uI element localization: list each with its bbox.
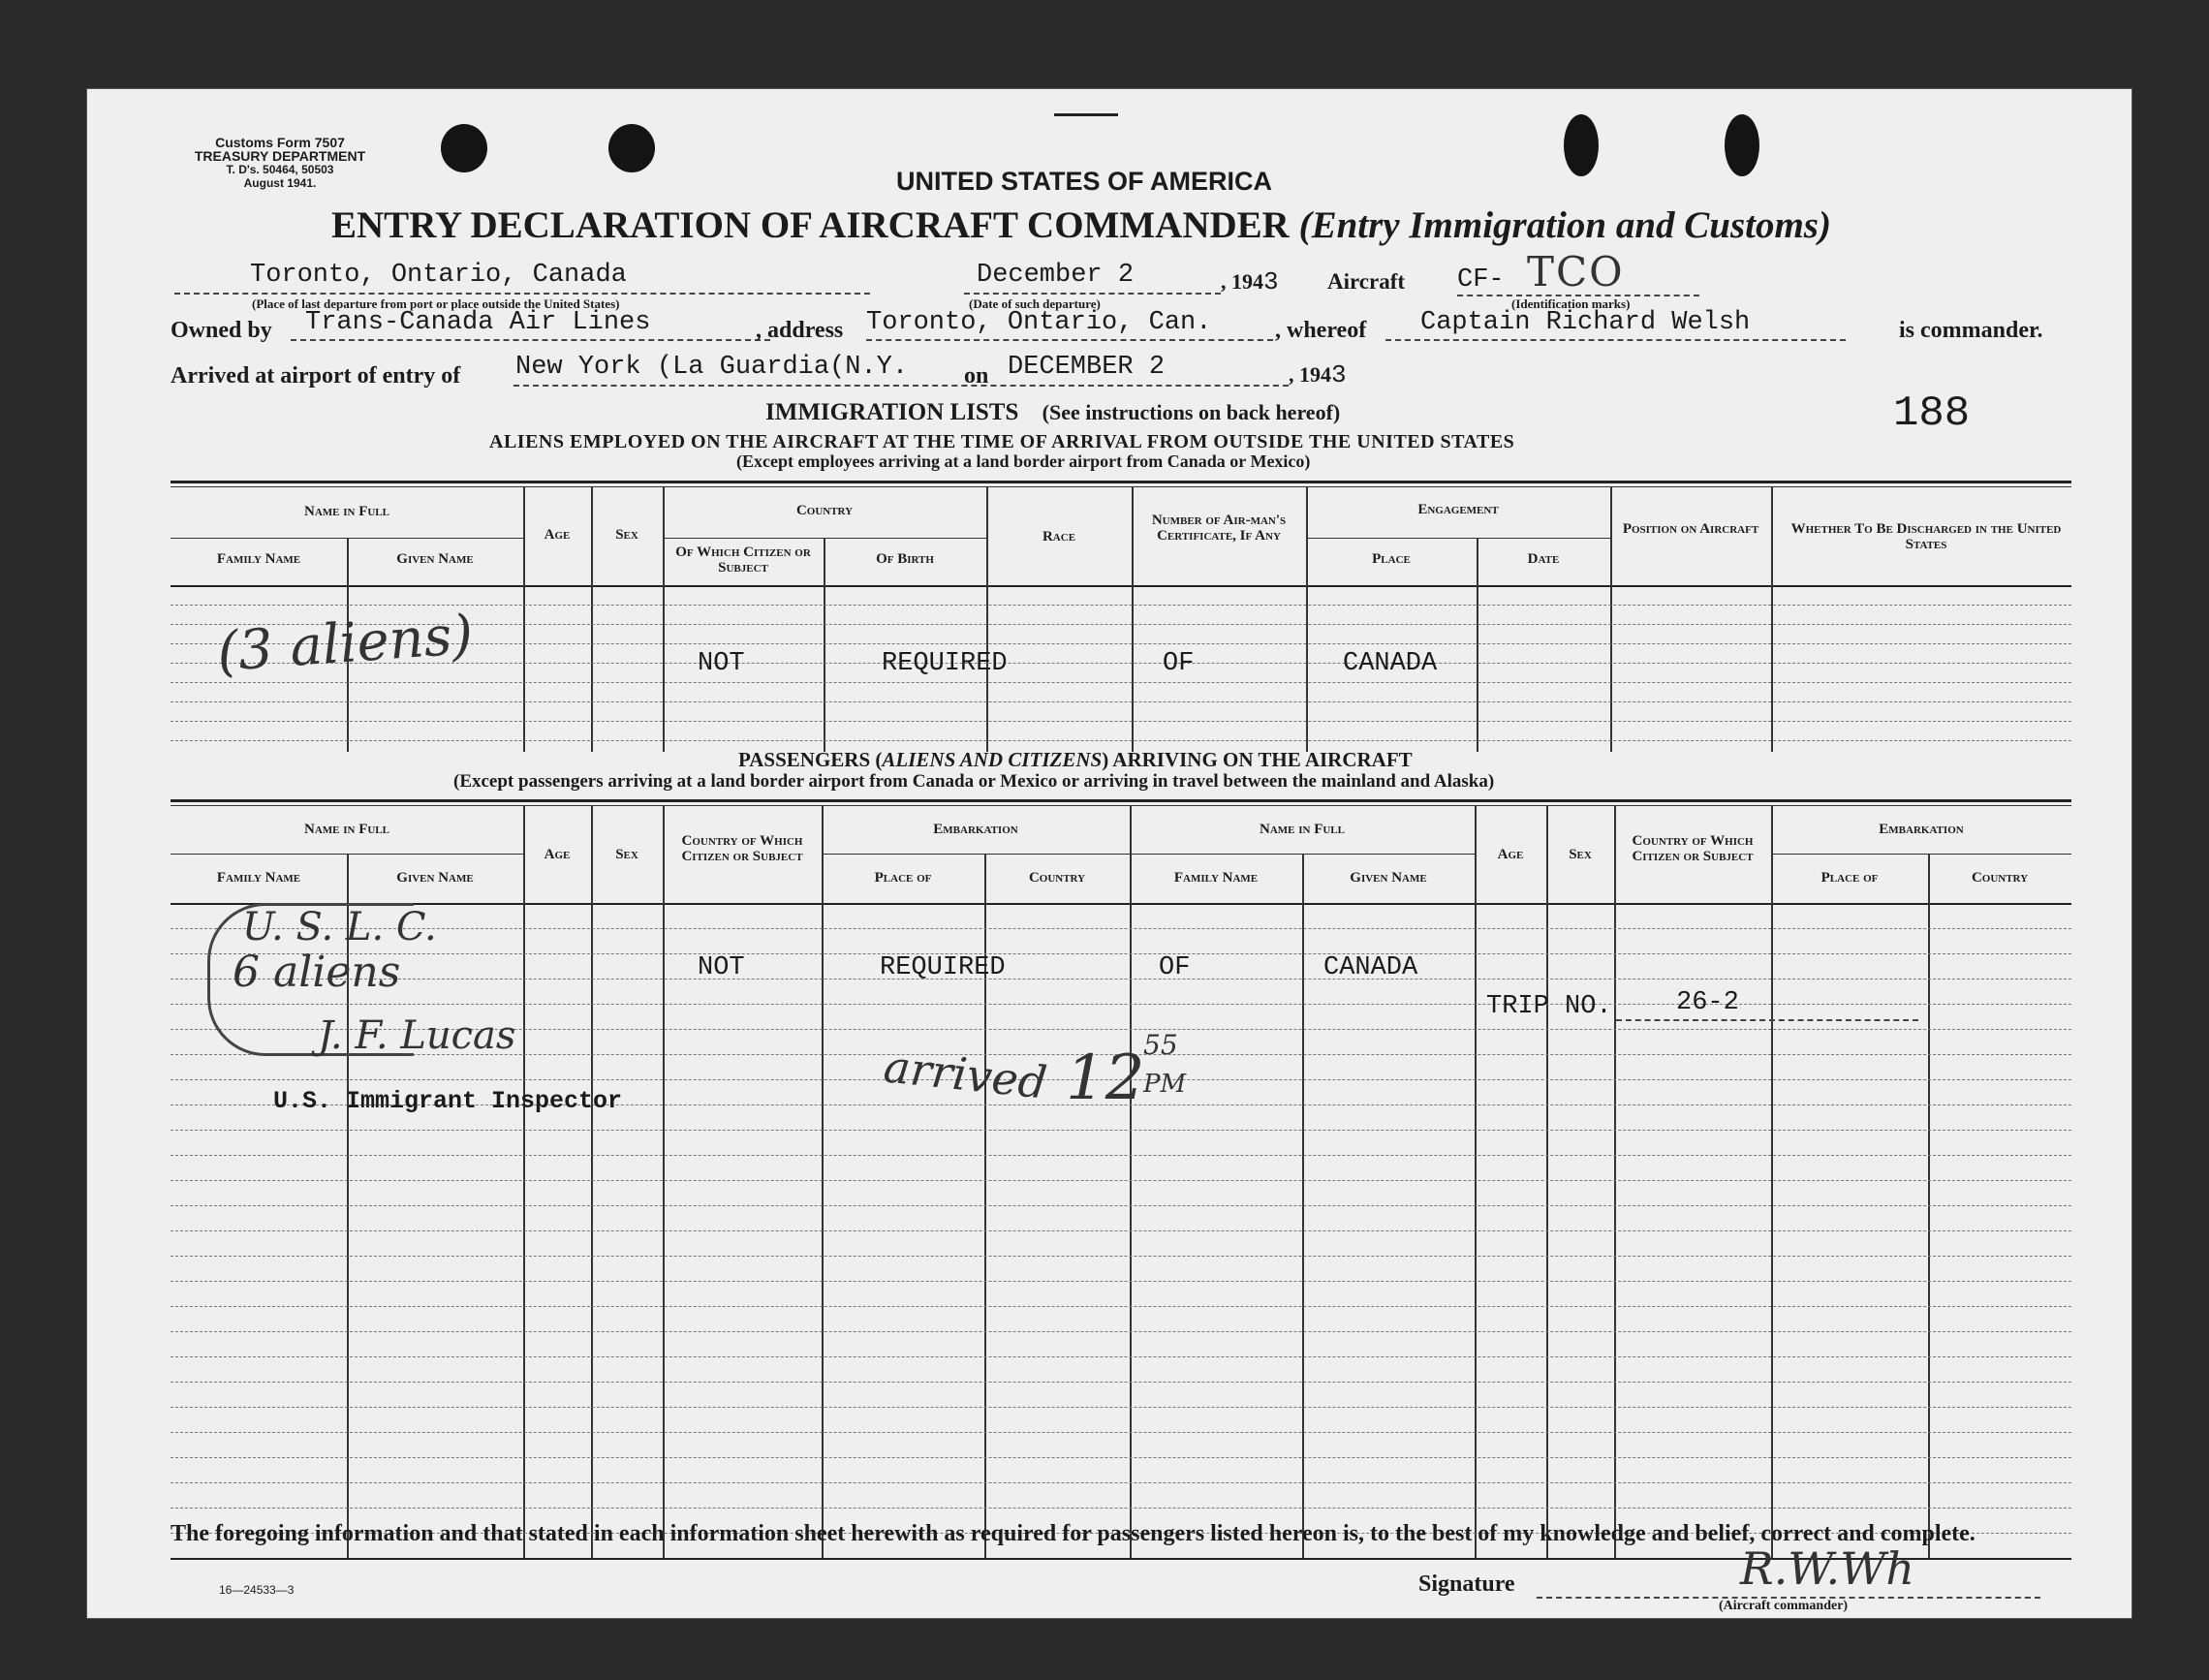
departure-date: December 2	[977, 261, 1135, 290]
passengers-heading-c: ) ARRIVING ON THE AIRCRAFT	[1102, 748, 1413, 771]
immigration-sub2: (Except employees arriving at a land border airport from Canada or Mexico)	[736, 451, 1311, 471]
t1-header-country: Country	[795, 503, 854, 518]
t2-stamp-canada: CANADA	[1323, 953, 1418, 982]
departure-place: Toronto, Ontario, Canada	[250, 261, 627, 290]
t2-handwritten-count: 6 aliens	[233, 948, 401, 997]
t1-header-birth: Of Birth	[876, 551, 934, 567]
page-number: 188	[1893, 389, 1971, 438]
form-id-line: August 1941.	[243, 176, 317, 190]
form-id-line: TREASURY DEPARTMENT	[194, 148, 366, 164]
aircraft-prefix: CF-	[1457, 265, 1505, 295]
commander-signature: R.W.Wh	[1740, 1542, 1915, 1595]
t1-header-family: Family Name	[216, 551, 301, 567]
immigration-heading-text: IMMIGRATION LISTS	[765, 399, 1019, 425]
t1-stamp-of: OF	[1163, 649, 1195, 678]
arrived-time: 12	[1066, 1042, 1145, 1114]
immigration-heading	[765, 399, 1340, 426]
departure-year-digit: 3	[1263, 267, 1279, 296]
t2-header-family: Family Name	[216, 870, 301, 886]
t2-header-place-of: Place of	[874, 870, 932, 886]
passengers-heading-b: ALIENS AND CITIZENS	[882, 748, 1103, 771]
arrival-airport: New York (La Guardia(N.Y.	[515, 353, 909, 382]
t2-header-embarkation-2: Embarkation	[1879, 822, 1964, 837]
t2-header-citizen: Country of Which Citizen or Subject	[681, 833, 803, 864]
passengers-sub: (Except passengers arriving at a land border airport from Canada or Mexico or arriving in travel between the mainland and Alaska)	[453, 771, 1495, 792]
t2-header-sex-2: Sex	[1569, 847, 1592, 862]
trip-label: TRIP NO.	[1486, 992, 1612, 1021]
t2-handwritten-signature: J. F. Lucas	[318, 1013, 516, 1058]
immigration-sub1: ALIENS EMPLOYED ON THE AIRCRAFT AT THE TIME OF ARRIVAL FROM OUTSIDE THE UNITED STATES	[489, 431, 1515, 452]
t2-header-citizen-2: Country of Which Citizen or Subject	[1632, 833, 1754, 864]
arrival-year	[1289, 360, 1347, 389]
t2-header-given: Given Name	[396, 870, 474, 886]
form-title	[331, 203, 1831, 247]
arrival-on-label: on	[964, 363, 989, 389]
t2-header-embarkation: Embarkation	[933, 822, 1018, 837]
immigration-heading-note: (See instructions on back hereof)	[1042, 400, 1341, 424]
t1-stamp-not: NOT	[698, 649, 745, 678]
top-mark	[1054, 113, 1118, 116]
t1-stamp-canada: CANADA	[1343, 649, 1438, 678]
t2-header-sex: Sex	[615, 847, 638, 862]
departure-date-caption: (Date of such departure)	[969, 296, 1101, 311]
title-sub: (Entry Immigration and Customs)	[1298, 204, 1831, 246]
arrived-note: arrived	[881, 1040, 1050, 1109]
t2-header-place-of-2: Place of	[1820, 870, 1879, 886]
t1-header-given: Given Name	[396, 551, 474, 567]
whereof-label: , whereof	[1275, 318, 1367, 343]
t1-header-age: Age	[544, 527, 571, 543]
owned-by-label: Owned by	[171, 318, 272, 343]
punch-hole	[608, 124, 655, 172]
t1-header-sex: Sex	[615, 527, 638, 543]
t1-header-race: Race	[1042, 529, 1076, 544]
punch-hole	[1564, 114, 1599, 176]
t2-header-age-2: Age	[1497, 847, 1524, 862]
arrival-year-prefix: , 194	[1289, 362, 1331, 387]
t2-header-family-2: Family Name	[1173, 870, 1259, 886]
aircraft-label: Aircraft	[1327, 269, 1406, 294]
punch-hole	[441, 124, 487, 172]
departure-year	[1221, 267, 1279, 296]
inspector-label: U.S. Immigrant Inspector	[273, 1087, 623, 1115]
departure-place-caption: (Place of last departure from port or place outside the United States)	[252, 296, 620, 311]
is-commander-label: is commander.	[1899, 318, 2043, 343]
form-id-line: T. D's. 50464, 50503	[226, 163, 334, 176]
t2-header-given-2: Given Name	[1350, 870, 1427, 886]
t1-header-position: Position on Aircraft	[1622, 521, 1759, 537]
t2-header-name: Name in Full	[303, 822, 389, 837]
footer-code: 16—24533—3	[219, 1583, 295, 1597]
t2-handwritten-top: U. S. L. C.	[242, 905, 437, 949]
t2-stamp-of: OF	[1159, 953, 1191, 982]
passengers-heading	[738, 748, 1413, 772]
t1-header-discharged: Whether To Be Discharged in the United States	[1790, 521, 2062, 552]
t1-header-place: Place	[1372, 551, 1411, 567]
t1-header-certificate: Number of Air-man's Certificate, If Any	[1151, 513, 1287, 544]
certification-text-visible: The foregoing information and that stated in each information sheet herewith as required for passengers listed hereon is, to the best of my knowledge and belief, correct and complete.	[171, 1521, 1976, 1546]
departure-year-prefix: , 194	[1221, 269, 1263, 294]
address: Toronto, Ontario, Can.	[866, 308, 1212, 337]
title-main: ENTRY DECLARATION OF AIRCRAFT COMMANDER	[331, 204, 1290, 246]
form-id-line: Customs Form 7507	[215, 135, 345, 150]
document-page	[87, 89, 2131, 1618]
arrived-minutes: 55	[1143, 1029, 1178, 1061]
signature-label: Signature	[1418, 1571, 1515, 1597]
form-id-block	[169, 136, 391, 190]
address-label: , address	[756, 318, 844, 343]
arrived-ampm: PM	[1143, 1070, 1187, 1099]
t2-header-country-2: Country	[1971, 870, 2029, 886]
passengers-heading-a: PASSENGERS (	[738, 748, 883, 771]
trip-number: 26-2	[1676, 988, 1739, 1017]
t1-header-citizen: Of Which Citizen or Subject	[675, 544, 811, 576]
t2-stamp-not: NOT	[698, 953, 745, 982]
t1-header-name: Name in Full	[303, 504, 389, 519]
t2-header-country: Country	[1028, 870, 1086, 886]
arrival-date: DECEMBER 2	[1008, 353, 1166, 382]
commander-name: Captain Richard Welsh	[1420, 308, 1751, 337]
punch-hole	[1725, 114, 1759, 176]
aircraft-marks: TCO	[1527, 248, 1625, 296]
owner: Trans-Canada Air Lines	[305, 308, 651, 337]
t2-header-age: Age	[544, 847, 571, 862]
t1-handwritten-note: (3 aliens)	[215, 603, 476, 685]
arrival-label: Arrived at airport of entry of	[171, 363, 461, 389]
t2-stamp-required: REQUIRED	[880, 953, 1006, 982]
t1-stamp-required: REQUIRED	[882, 649, 1008, 678]
country-heading: UNITED STATES OF AMERICA	[896, 167, 1272, 196]
t1-header-engagement: Engagement	[1417, 502, 1499, 517]
t1-header-date: Date	[1527, 551, 1560, 567]
signature-caption: (Aircraft commander)	[1719, 1599, 1849, 1613]
arrival-year-digit: 3	[1331, 360, 1347, 389]
marks-caption: (Identification marks)	[1511, 296, 1631, 311]
t2-header-name-2: Name in Full	[1259, 822, 1345, 837]
